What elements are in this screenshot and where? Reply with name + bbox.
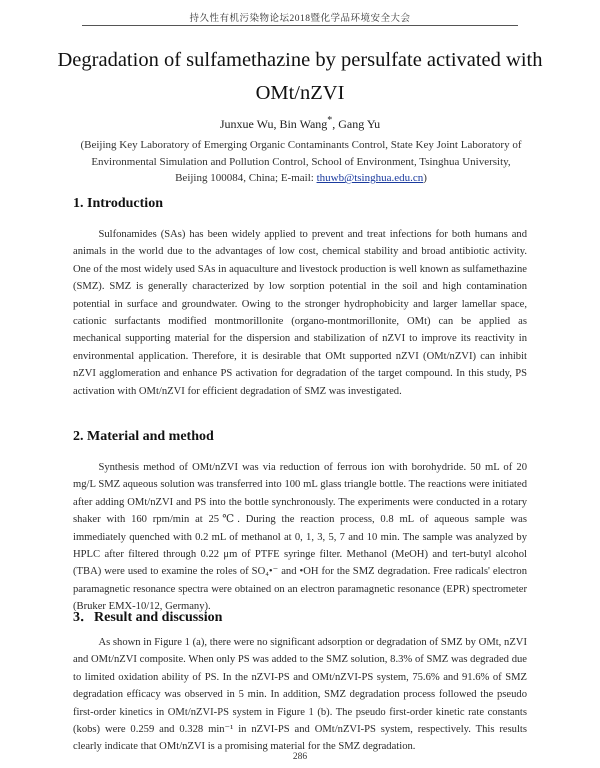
results-paragraph: As shown in Figure 1 (a), there were no significant adsorption or degradation of SMZ by OMt, nZVI and OMt/nZVI composite. When only PS was added to the SMZ solution, 8.3% of SMZ was degraded due to limited oxidation ability of PS. In the nZVI-PS and OMt/nZVI-PS system, 75.6% and 91.6% of SMZ degradation efficacy was observed in 5 min. In addition, SMZ degradation process followed the pseudo first-order kinetics in OMt/nZVI-PS system in Figure 1 (b). The pseudo first-order kinetic rate constants (kobs) were 0.259 and 0.328 min⁻¹ in nZVI-PS and OMt/nZVI-PS system, respectively. This results clearly indicate that OMt/nZVI is a promising material for the SMZ degradation. <box>73 637 527 753</box>
title-line-2: OMt/nZVI <box>255 82 345 104</box>
method-paragraph: Synthesis method of OMt/nZVI was via reduction of ferrous ion with borohydride. 50 mL of 20 mg/L SMZ aqueous solution was transferred into 100 mL glass triangle bottle. The reactions were initiated after adding OMt/nZVI and PS into the bottle synchronously. The experiments were conducted in a rotary shaker with 160 rpm/min at 25℃. During the reaction process, 0.8 mL of aqueous sample was immediately quenched with 0.2 mL of methanol at 0, 1, 3, 5, 7 and 10 min. The sample was analyzed by HPLC after filtered through 0.22 μm of PTFE syringe filter. Methanol (MeOH) and tert-butyl alcohol (TBA) were used to examine the roles of SO₄•⁻ and •OH for the SMZ degradation. Free radicals' electron paramagnetic resonance spectra were obtained on an electron paramagnetic resonance (EPR) spectrometer (Bruker EMX-10/12, Germany). <box>73 462 527 613</box>
paper-title <box>30 44 570 110</box>
page-number: 286 <box>292 752 308 762</box>
author-separator: , <box>332 117 336 131</box>
running-header: 持久性有机污染物论坛2018暨化学品环境安全大会 <box>189 14 411 24</box>
author-separator: , <box>273 117 277 131</box>
section-heading-results: 3．Result and discussion <box>73 610 223 625</box>
corresponding-author-mark: * <box>327 115 333 126</box>
email-link[interactable]: thuwb@tsinghua.edu.cn <box>316 172 424 184</box>
affiliation-text: (Beijing Key Laboratory of Emerging Organic Contaminants Control, State Key Joint Laboratory of Environmental Simulation and Pollution Control, School of Environment, Tsinghua University, Beijing 100084, China; E-mail: <box>80 139 522 184</box>
author-name: Bin Wang <box>279 117 328 131</box>
section-heading-introduction: 1. Introduction <box>73 196 163 211</box>
title-line-1: Degradation of sulfamethazine by persulfate activated with <box>57 49 543 71</box>
affiliation-closing: ) <box>423 172 427 184</box>
affiliation <box>74 137 528 187</box>
author-list <box>0 115 600 132</box>
introduction-paragraph: Sulfonamides (SAs) has been widely applied to prevent and treat infections for both humans and animals in the world due to the advantages of low cost, chemical stability and broad antibiotic activity. One of the most widely used SAs in aquaculture and livestock production is well known as sulfamethazine (SMZ). SMZ is generally characterized by low sorption potential in the soil and high contamination potential in surface and groundwater. Owing to the stronger hydrophobicity and larger lamellar space, cationic surfactants modified montmorillonite (organo-montmorillonite, OMt) can be applied as mechanical supporting material for the dispersion and stabilization of nZVI to improve its reactivity in environmental application. Therefore, it is desirable that OMt supported nZVI (OMt/nZVI) can inhibit nZVI agglomeration and enhance PS activation for degradation of the target compound. In this study, PS activation with OMt/nZVI for efficient degradation of SMZ was investigated. <box>73 229 527 397</box>
section-heading-method: 2. Material and method <box>73 429 214 444</box>
header-divider <box>82 25 518 26</box>
author-name: Gang Yu <box>338 117 381 131</box>
author-name: Junxue Wu <box>219 117 274 131</box>
